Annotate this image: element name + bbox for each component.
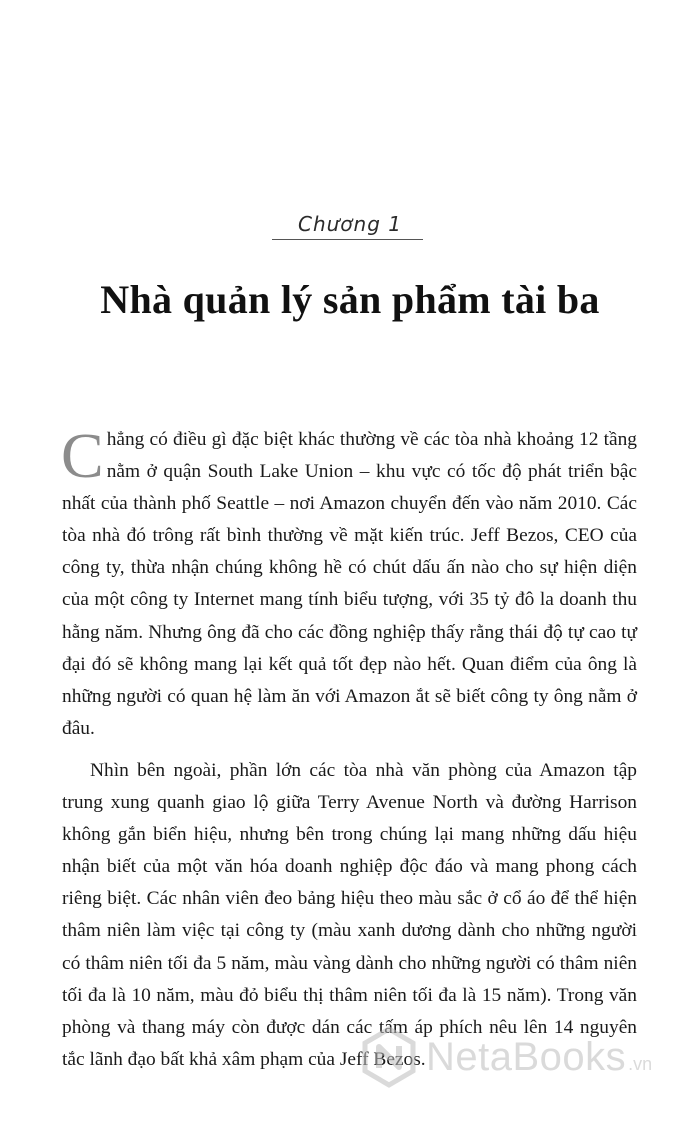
netabooks-logo-icon (358, 1026, 420, 1088)
watermark-text: NetaBooks (426, 1034, 627, 1079)
drop-cap: C (61, 420, 104, 491)
paragraph-1-text: hẳng có điều gì đặc biệt khác thường về các tòa nhà khoảng 12 tầng nằm ở quận South Lake Union – khu vực có tốc độ phát triển bậc nhất của thành phố Seattle – nơi Amazon chuyển đến vào năm 2010. Các tòa nhà đó trông rất bình thường về mặt kiến trúc. Jeff Bezos, CEO của công ty, thừa nhận chúng không hề có chút dấu ấn nào cho sự hiện diện của một công ty Internet mang tính biểu tượng, với 35 tỷ đô la doanh thu hằng năm. Nhưng ông đã cho các đồng nghiệp thấy rằng thái độ tự cao tự đại đó sẽ không mang lại kết quả tốt đẹp nào hết. Quan điểm của ông là những người có quan hệ làm ăn với Amazon ắt sẽ biết công ty ông nằm ở đâu. (62, 429, 637, 739)
chapter-rule (272, 239, 423, 240)
chapter-title: Nhà quản lý sản phẩm tài ba (100, 277, 600, 322)
chapter-label: Chương 1 (297, 212, 402, 236)
body-text (61, 420, 637, 1076)
watermark-suffix: .vn (628, 1053, 653, 1074)
watermark (358, 1025, 698, 1089)
paragraph-2: Nhìn bên ngoài, phần lớn các tòa nhà văn phòng của Amazon tập trung xung quanh giao lộ giữa Terry Avenue North và đường Harrison không gắn biển hiệu, nhưng bên trong chúng lại mang những dấu hiệu nhận biết của một văn hóa doanh nghiệp độc đáo và mang phong cách riêng biệt. Các nhân viên đeo bảng hiệu theo màu sắc ở cổ áo để thể hiện thâm niên làm việc tại công ty (màu xanh dương dành cho những người có thâm niên tối đa 5 năm, màu vàng dành cho những người có thâm niên tối đa là 10 năm, màu đỏ biểu thị thâm niên tối đa là 15 năm). Trong văn phòng và thang máy còn được dán các tấm áp phích nêu lên 14 nguyên tắc lãnh đạo bất khả xâm phạm của Jeff Bezos. (62, 759, 637, 1070)
paragraph-1 (61, 420, 637, 745)
